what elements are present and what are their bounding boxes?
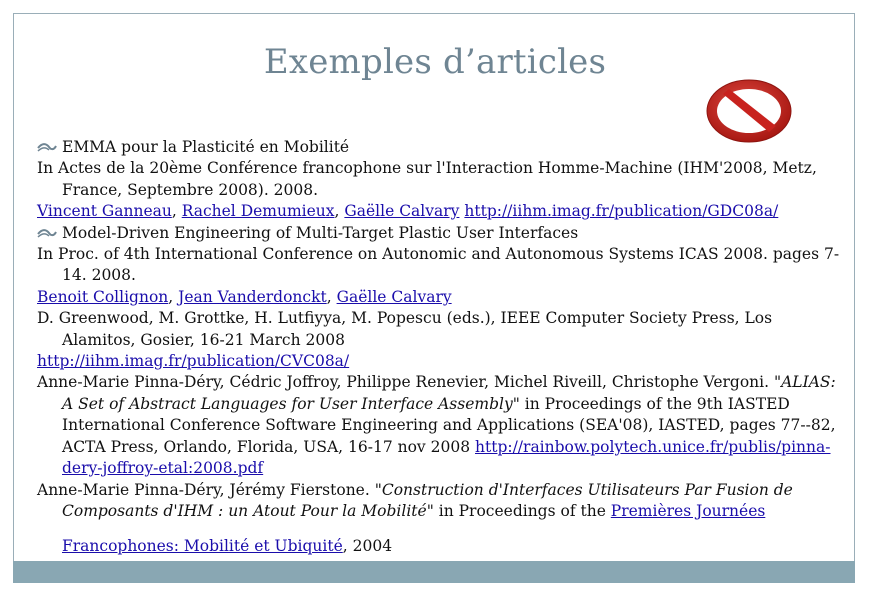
bullet-icon [37, 142, 57, 154]
publication-url-link[interactable]: http://rainbow.polytech.unice.fr/publis/pinna-dery-joffroy-etal:2008.pdf [62, 437, 831, 478]
article-entry [37, 480, 847, 558]
publication-url-link[interactable]: http://iihm.imag.fr/publication/CVC08a/ [37, 352, 350, 371]
conference-link[interactable]: Premières Journées [610, 501, 766, 520]
no-entry-icon [703, 74, 795, 146]
article-year: , 2004 [342, 537, 393, 556]
article-list [37, 137, 847, 558]
article-venue: In Proc. of 4th International Conference on Autonomic and Autonomous Systems ICAS 2008. pages 7-14. 2008. [37, 245, 840, 285]
article-venue: in Proceedings of the 9th IASTED International Conference Software Engineering and Applications (SEA'08), IASTED, pages 77--82, ACTA Press, Orlando, Florida, USA, 16-17 nov 2008 [62, 394, 836, 456]
article-venue: in Proceedings of the [433, 501, 611, 520]
article-editors: D. Greenwood, M. Grottke, H. Lutfiyya, M. Popescu (eds.), IEEE Computer Society Press, Los Alamitos, Gosier, 16-21 March 2008 [37, 309, 773, 349]
author-link[interactable]: Vincent Ganneau [37, 202, 172, 221]
article-title: "ALIAS: A Set of Abstract Languages for User Interface Assembly" [62, 373, 836, 413]
article-title: EMMA pour la Plasticité en Mobilité [62, 138, 350, 156]
separator: , [168, 287, 179, 306]
author-link[interactable]: Gaëlle Calvary [344, 202, 460, 221]
article-title: "Construction d'Interfaces Utilisateurs Par Fusion de Composants d'IHM : un Atout Pour la Mobilité" [62, 480, 793, 520]
author-link[interactable]: Benoit Collignon [37, 287, 169, 306]
author-link[interactable]: Rachel Demumieux [181, 202, 335, 221]
article-venue: In Actes de la 20ème Conférence francophone sur l'Interaction Homme-Machine (IHM'2008, Metz, France, Septembre 2008). 2008. [37, 159, 817, 199]
publication-url-link[interactable]: http://iihm.imag.fr/publication/GDC08a/ [464, 202, 779, 221]
line-gap [62, 522, 847, 536]
slide-title: Exemples d’articles [263, 42, 607, 82]
article-authors-line [37, 201, 847, 222]
article-title: Model-Driven Engineering of Multi-Target Plastic User Interfaces [62, 223, 579, 242]
article-entry [37, 372, 847, 479]
separator: , [334, 202, 345, 221]
author-link[interactable]: Gaëlle Calvary [336, 287, 452, 306]
author-link[interactable]: Jean Vanderdonckt [178, 287, 327, 306]
list-item [37, 137, 847, 158]
article-url-line [37, 351, 847, 372]
separator: , [171, 202, 182, 221]
bullet-icon [37, 228, 57, 240]
list-item [37, 223, 847, 244]
article-authors-line [37, 287, 847, 308]
separator: , [326, 287, 337, 306]
slide-bottom-band [13, 561, 855, 583]
article-authors: Anne-Marie Pinna-Déry, Cédric Joffroy, Philippe Renevier, Michel Riveill, Christophe Vergoni. [37, 373, 770, 392]
conference-link[interactable]: Francophones: Mobilité et Ubiquité [62, 537, 343, 556]
article-authors: Anne-Marie Pinna-Déry, Jérémy Fierstone. [37, 480, 370, 499]
